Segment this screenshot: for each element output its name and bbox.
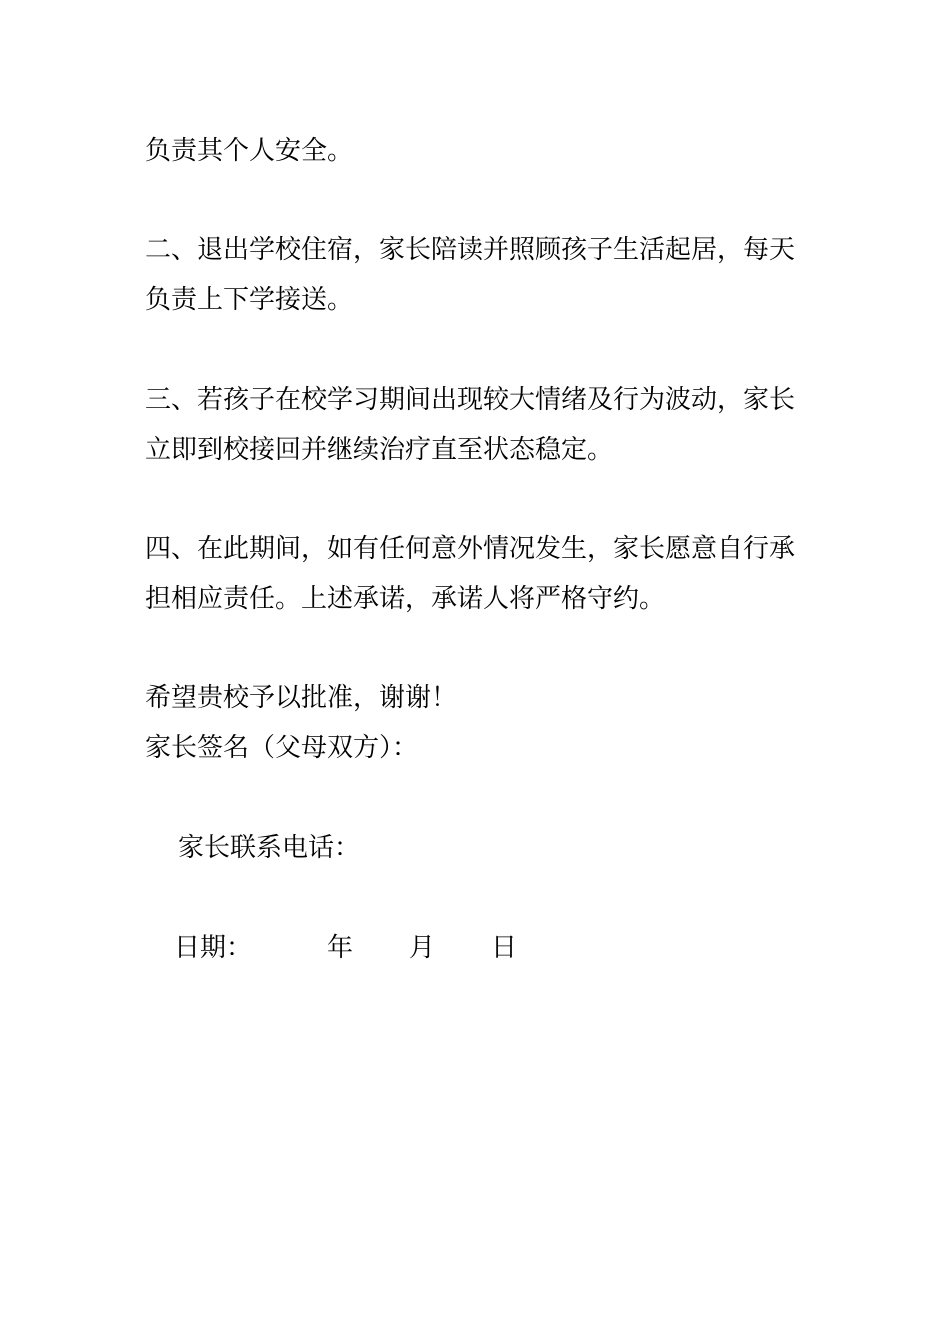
phone-label: 家长联系电话： (178, 833, 361, 863)
paragraph-line: 担相应责任。上述承诺，承诺人将严格守约。 (145, 584, 666, 614)
date-year-label: 年 (327, 933, 354, 963)
closing-line: 希望贵校予以批准，谢谢！ (145, 683, 458, 713)
paragraph-line: 三、若孩子在校学习期间出现较大情绪及行为波动，家长 (145, 385, 796, 415)
date-label: 日期： (174, 933, 253, 963)
date-month-label: 月 (409, 933, 436, 963)
paragraph-line: 立即到校接回并继续治疗直至状态稳定。 (145, 435, 614, 465)
paragraph-line: 四、在此期间，如有任何意外情况发生，家长愿意自行承 (145, 534, 796, 564)
paragraph-line: 负责其个人安全。 (145, 136, 354, 166)
date-day-label: 日 (491, 933, 518, 963)
signature-label: 家长签名（父母双方）： (145, 733, 419, 763)
paragraph-line: 二、退出学校住宿，家长陪读并照顾孩子生活起居，每天 (145, 235, 796, 265)
paragraph-line: 负责上下学接送。 (145, 285, 354, 315)
